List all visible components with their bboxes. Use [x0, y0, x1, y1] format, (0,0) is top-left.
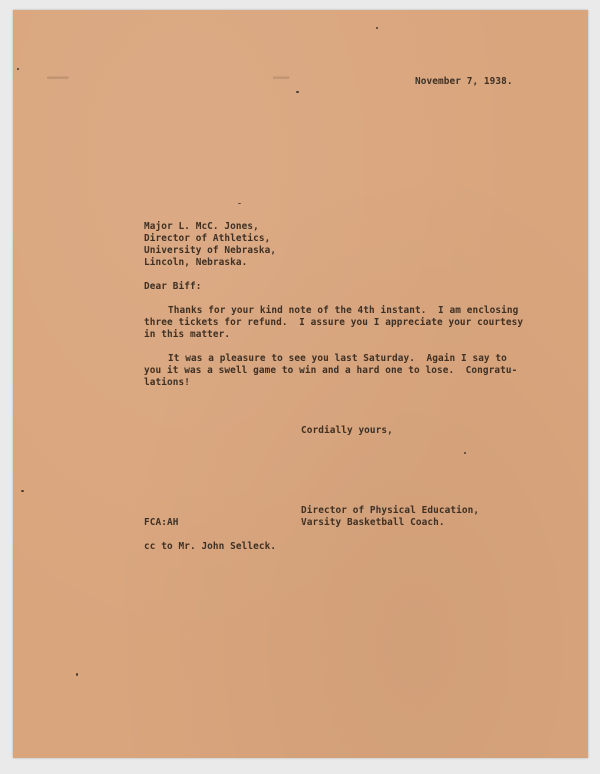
bleed-through-mark: ▬▬▬	[273, 73, 290, 83]
paper-speck	[21, 490, 24, 492]
closing: Cordially yours,	[301, 425, 393, 436]
bleed-through-mark: ▬▬▬▬	[47, 73, 69, 83]
letter-page	[13, 10, 588, 758]
paragraph-line: lations!	[144, 377, 190, 388]
signature-line: Director of Physical Education,	[301, 505, 480, 516]
typist-initials: FCA:AH	[144, 517, 179, 528]
paragraph-line: It was a pleasure to see you last Saturday. Again I say to	[168, 353, 507, 364]
paragraph-line: Thanks for your kind note of the 4th instant. I am enclosing	[168, 305, 519, 316]
paragraph-line: in this matter.	[144, 329, 231, 340]
paragraph-line: three tickets for refund. I assure you I appreciate your courtesy	[144, 317, 524, 328]
paper-speck	[464, 452, 466, 454]
paper-speck	[238, 203, 241, 204]
paper-speck	[76, 673, 78, 676]
recipient-line: Lincoln, Nebraska.	[144, 257, 248, 268]
carbon-copy-note: cc to Mr. John Selleck.	[144, 541, 277, 552]
letter-date: November 7, 1938.	[415, 76, 513, 87]
recipient-line: Major L. McC. Jones,	[144, 221, 259, 232]
recipient-line: University of Nebraska,	[144, 245, 277, 256]
paper-speck	[376, 27, 378, 29]
recipient-line: Director of Athletics,	[144, 233, 271, 244]
salutation: Dear Biff:	[144, 281, 202, 292]
paragraph-line: you it was a swell game to win and a hard one to lose. Congratu-	[144, 365, 518, 376]
paper-speck	[17, 68, 19, 70]
paper-speck	[296, 91, 299, 93]
signature-line: Varsity Basketball Coach.	[301, 517, 445, 528]
